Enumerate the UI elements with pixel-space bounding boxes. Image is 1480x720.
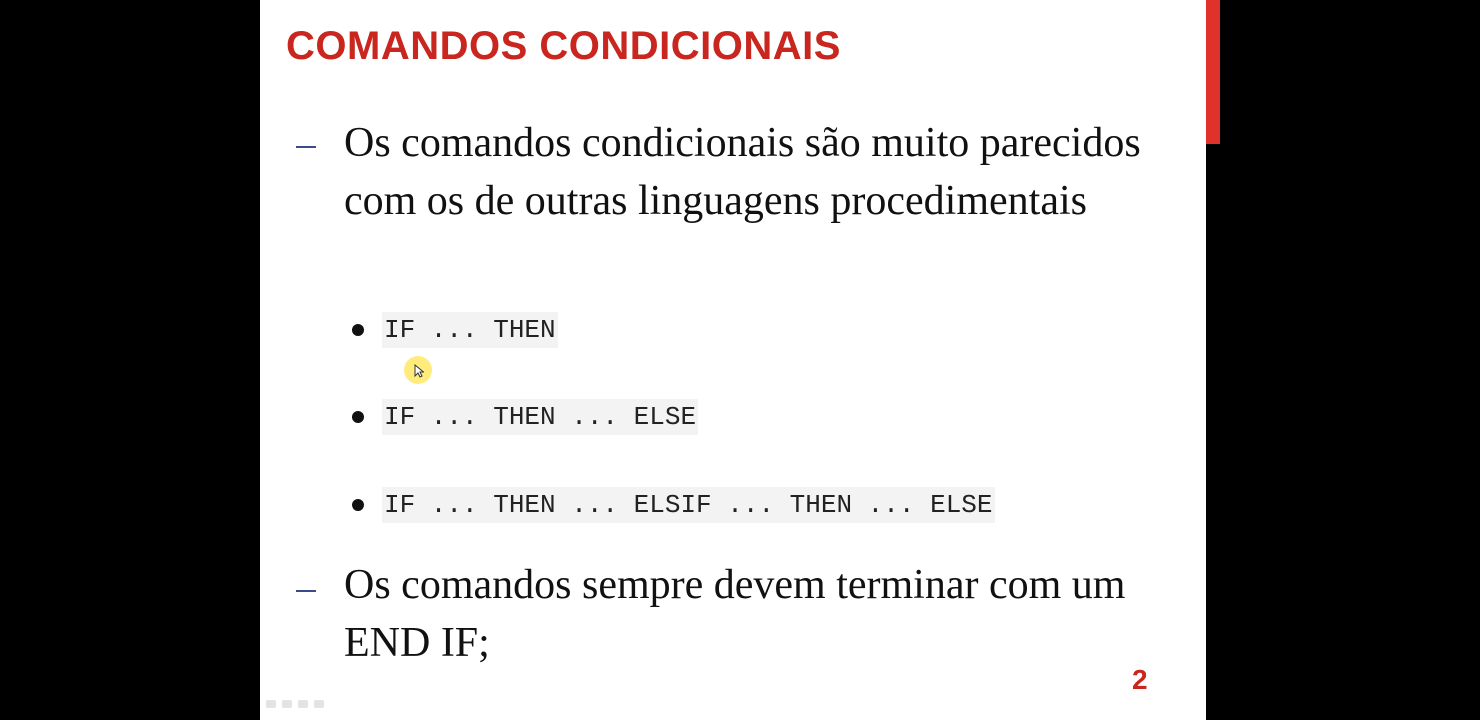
accent-bar [1206, 0, 1220, 144]
bullet-dot-2 [352, 411, 364, 423]
slide-title: COMANDOS CONDICIONAIS [286, 24, 841, 68]
code-if-then: IF ... THEN [382, 312, 558, 348]
dash-bullet-2 [296, 590, 316, 592]
slides-icon[interactable] [298, 700, 308, 708]
zoom-icon[interactable] [314, 700, 324, 708]
page-number: 2 [1132, 664, 1148, 695]
presentation-slide [260, 0, 1206, 720]
previous-icon[interactable] [266, 700, 276, 708]
paragraph-conditional-commands: Os comandos condicionais são muito parecidos com os de outras linguagens procedimentais [344, 120, 1141, 224]
slide-controls-toolbar[interactable] [266, 700, 324, 714]
code-if-then-elsif-else: IF ... THEN ... ELSIF ... THEN ... ELSE [382, 487, 995, 523]
mouse-pointer-icon [404, 356, 432, 384]
paragraph-end-if: Os comandos sempre devem terminar com um END IF; [344, 562, 1126, 666]
bullet-dot-1 [352, 324, 364, 336]
bullet-dot-3 [352, 499, 364, 511]
dash-bullet-1 [296, 146, 316, 148]
code-if-then-else: IF ... THEN ... ELSE [382, 399, 698, 435]
pen-icon[interactable] [282, 700, 292, 708]
